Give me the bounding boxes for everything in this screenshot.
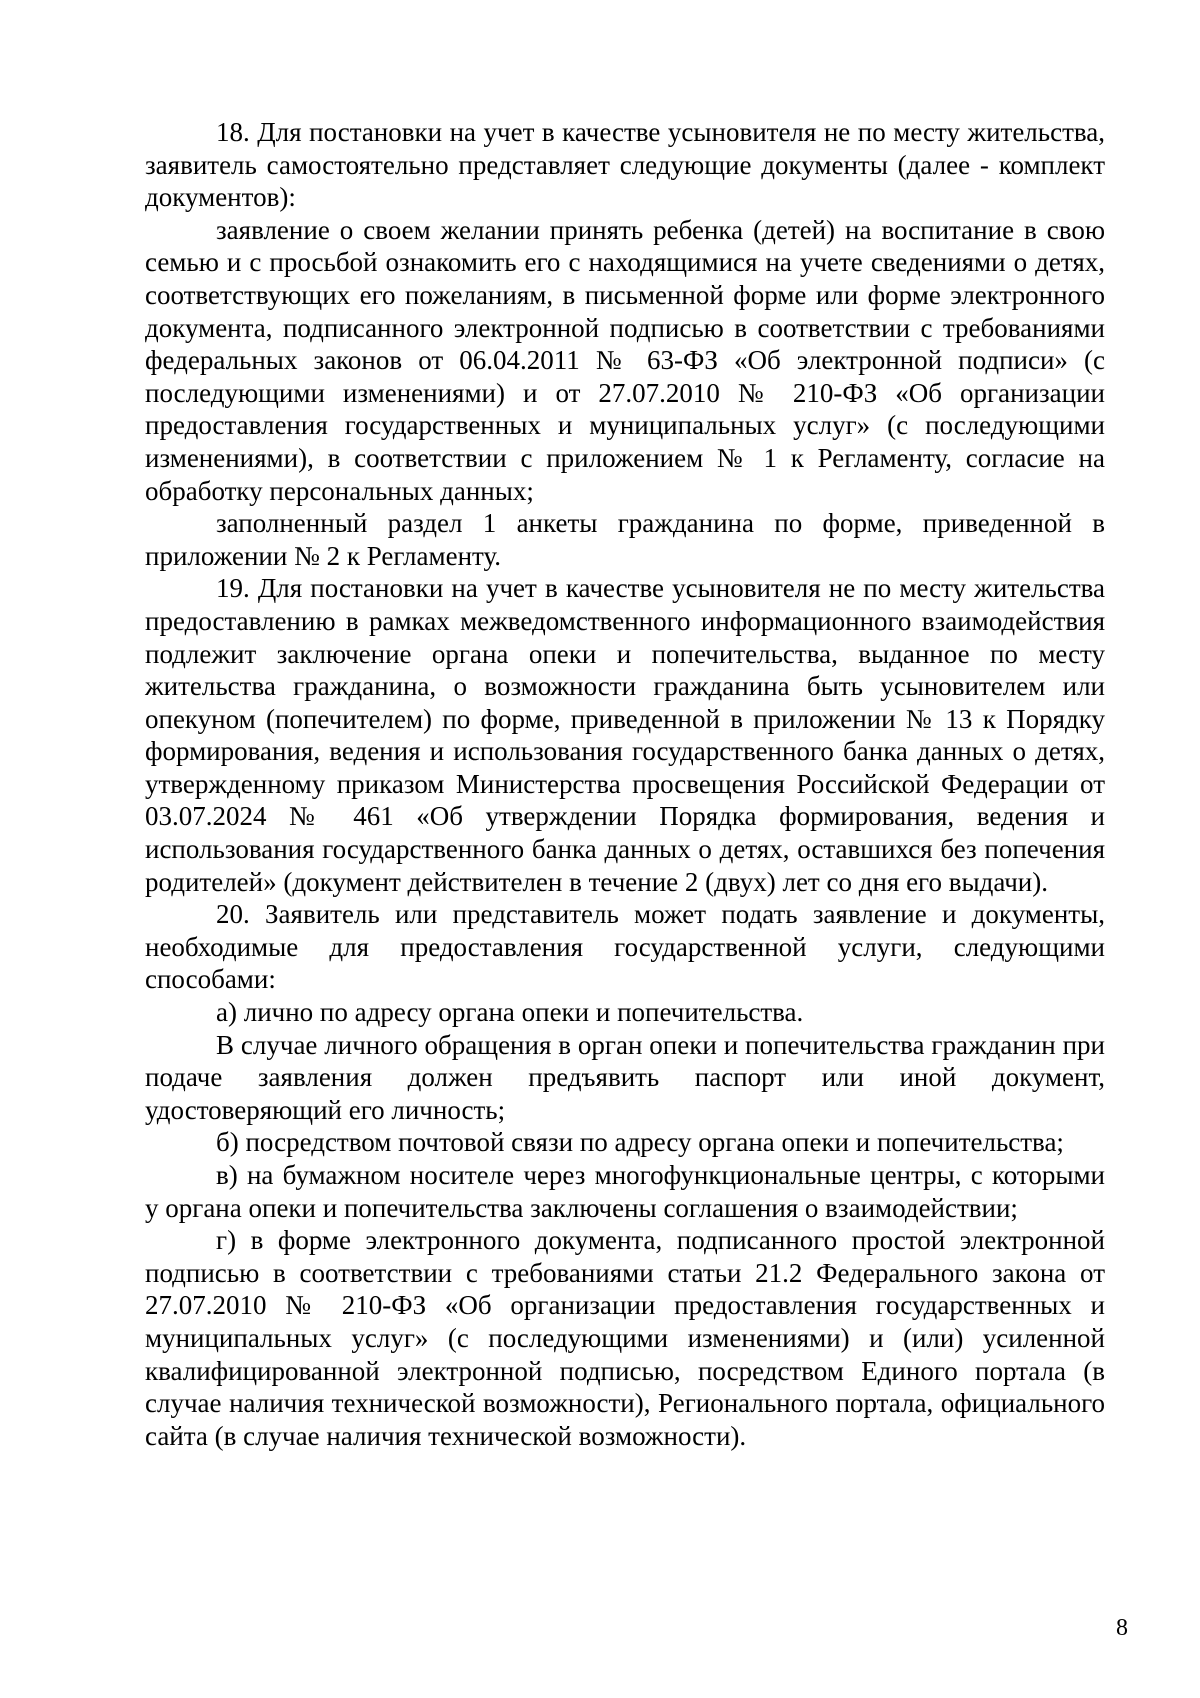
paragraph-application: заявление о своем желании принять ребенка (детей) на воспитание в свою семью и с просьбой ознакомить его с находящимися на учете сведениями о детях, соответствующих его пожеланиям, в письменной форме или форме электронного документа, подписанного электронной подписью в соответствии с требованиями федеральных законов от 06.04.2011 № 63-ФЗ «Об электронной подписи» (с последующими изменениями) и от 27.07.2010 № 210-ФЗ «Об организации предоставления государственных и муниципальных услуг» (с последующими изменениями), в соответствии с приложением № 1 к Регламенту, согласие на обработку персональных данных; [145, 214, 1105, 506]
paragraph-20-b: б) посредством почтовой связи по адресу органа опеки и попечительства; [216, 1127, 1064, 1158]
paragraph-personal-visit: В случае личного обращения в орган опеки и попечительства гражданин при подаче заявления должен предъявить паспорт или иной документ, удостоверяющий его личность; [145, 1029, 1105, 1125]
page-number: 8 [1116, 1615, 1128, 1641]
paragraph-20-g: г) в форме электронного документа, подписанного простой электронной подписью в соответствии с требованиями статьи 21.2 Федерального закона от 27.07.2010 № 210-ФЗ «Об организации предоставления государственных и муниципальных услуг» (с последующими изменениями) и (или) усиленной квалифицированной электронной подписью, посредством Единого портала (в случае наличия технической возможности), Регионального портала, официального сайта (в случае наличия технической возможности). [145, 1225, 1105, 1451]
paragraph-20: 20. Заявитель или представитель может подать заявление и документы, необходимые для предоставления государственной услуги, следующими способами: [145, 899, 1105, 995]
paragraph-questionnaire: заполненный раздел 1 анкеты гражданина по форме, приведенной в приложении № 2 к Регламенту. [145, 508, 1105, 571]
paragraph-20-v: в) на бумажном носителе через многофункциональные центры, с которыми у органа опеки и попечительства заключены соглашения о взаимодействии; [145, 1160, 1105, 1223]
paragraph-19: 19. Для постановки на учет в качестве усыновителя не по месту жительства предоставлению в рамках межведомственного информационного взаимодействия подлежит заключение органа опеки и попечительства, выданное по месту жительства гражданина, о возможности гражданина быть усыновителем или опекуном (попечителем) по форме, приведенной в приложении № 13 к Порядку формирования, ведения и использования государственного банка данных о детях, утвержденному приказом Министерства просвещения Российской Федерации от 03.07.2024 № 461 «Об утверждении Порядка формирования, ведения и использования государственного банка данных о детях, оставшихся без попечения родителей» (документ действителен в течение 2 (двух) лет со дня его выдачи). [145, 573, 1105, 897]
document-body [145, 116, 1105, 1452]
paragraph-20-a: а) лично по адресу органа опеки и попечительства. [216, 997, 804, 1028]
paragraph-18: 18. Для постановки на учет в качестве усыновителя не по месту жительства, заявитель самостоятельно представляет следующие документы (далее - комплект документов): [145, 117, 1105, 213]
